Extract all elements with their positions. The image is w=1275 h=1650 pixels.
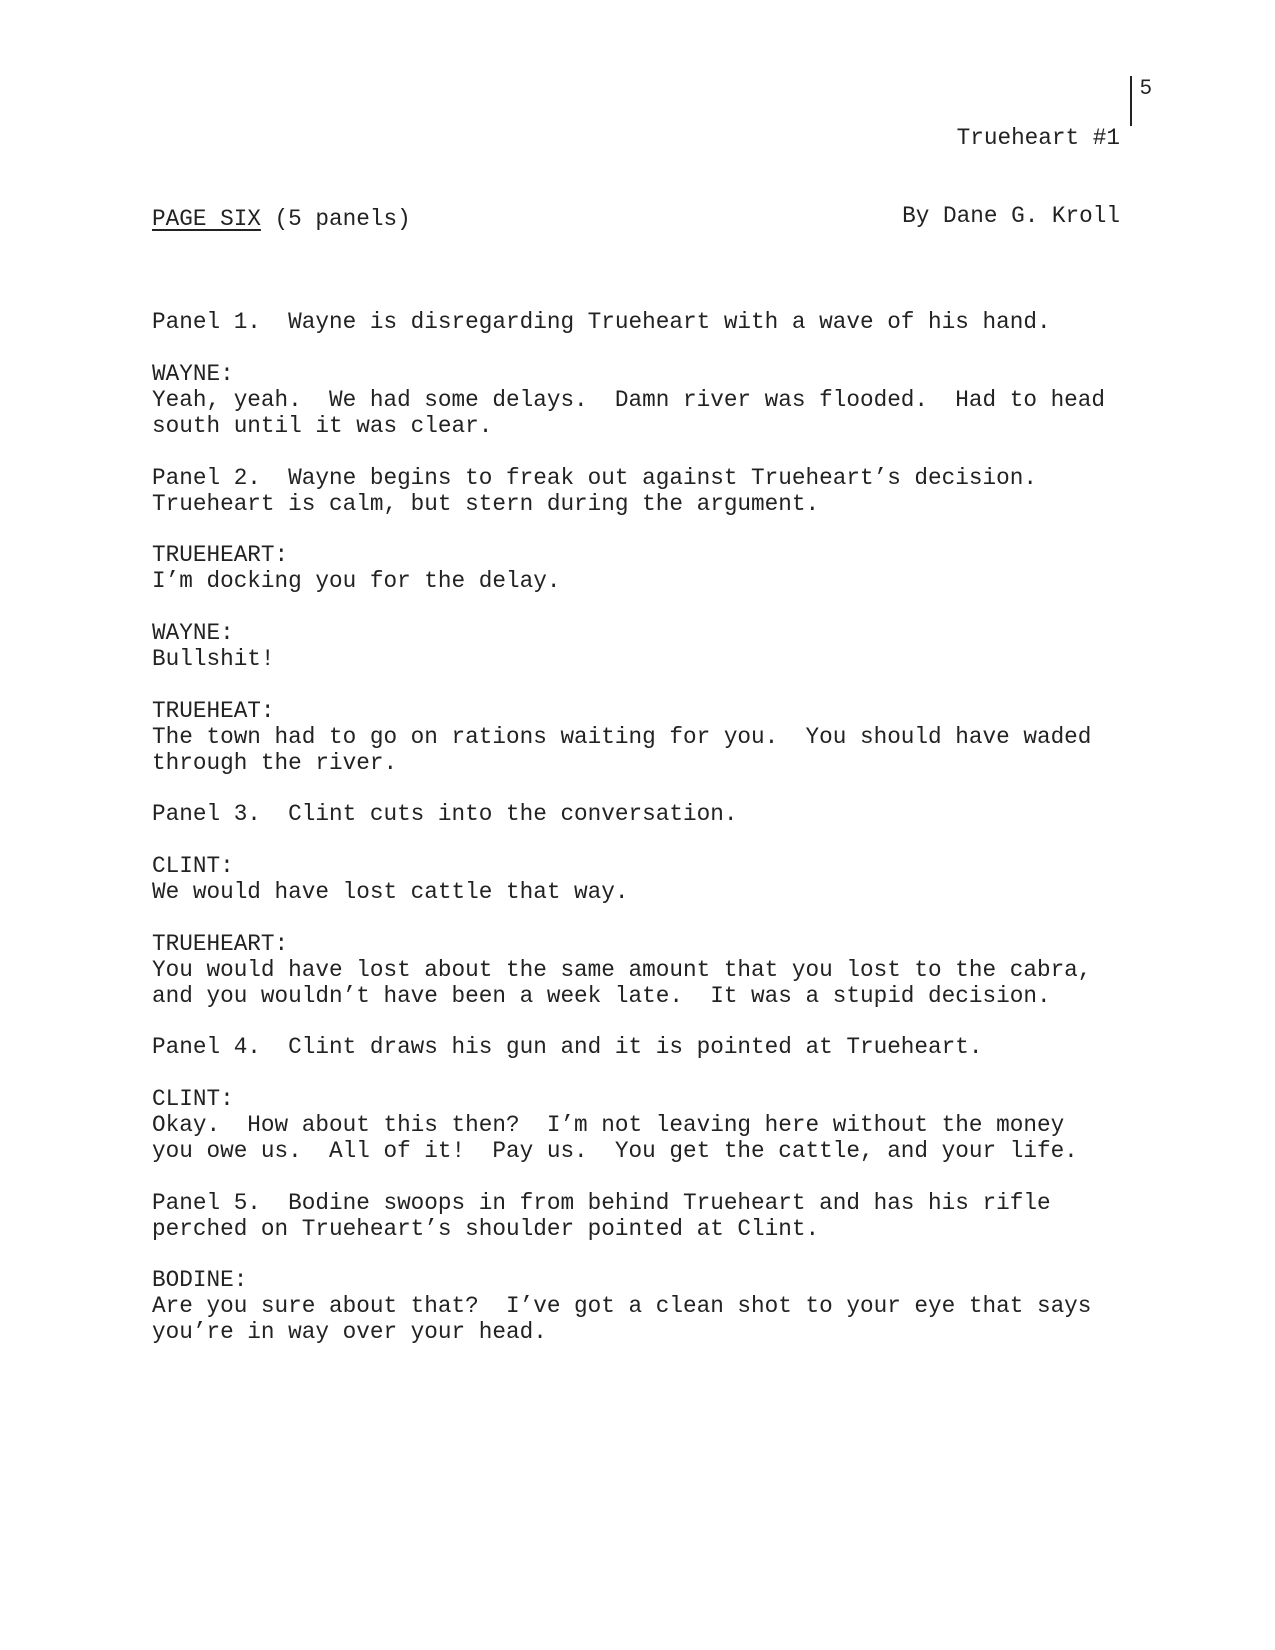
blank-line <box>152 1061 1105 1087</box>
script-line: We would have lost cattle that way. <box>152 879 629 905</box>
script-line: Panel 2. Wayne begins to freak out against Trueheart’s decision. <box>152 464 1037 491</box>
page-label: PAGE SIX <box>152 205 261 232</box>
panel-description <box>152 310 1105 336</box>
page-heading <box>152 207 1105 233</box>
character-name: CLINT: <box>152 853 234 880</box>
header-title: Trueheart #1 <box>956 125 1120 151</box>
blank-line <box>152 595 1105 621</box>
script-line: south until it was clear. <box>152 412 493 439</box>
blank-line <box>152 336 1105 362</box>
character-name: WAYNE: <box>152 361 234 388</box>
blank-line <box>152 518 1105 544</box>
panel-description <box>152 802 1105 828</box>
blank-line <box>152 1009 1105 1035</box>
script-body <box>152 155 1105 1372</box>
dialogue-block <box>152 543 1105 595</box>
character-name: TRUEHEAT: <box>152 697 275 724</box>
script-line: you’re in way over your head. <box>152 1319 547 1346</box>
script-line: Okay. How about this then? I’m not leaving here without the money <box>152 1112 1065 1139</box>
dialogue-block <box>152 1268 1105 1346</box>
character-name: WAYNE: <box>152 620 234 647</box>
dialogue-block <box>152 621 1105 673</box>
script-line: I’m docking you for the delay. <box>152 568 561 595</box>
script-line: Panel 5. Bodine swoops in from behind Trueheart and has his rifle <box>152 1189 1051 1216</box>
blank-line <box>152 673 1105 699</box>
blank-line <box>152 828 1105 854</box>
script-line: Yeah, yeah. We had some delays. Damn river was flooded. Had to head <box>152 387 1106 414</box>
script-line: through the river. <box>152 749 398 776</box>
blank-line <box>152 1242 1105 1268</box>
blank-line <box>152 776 1105 802</box>
dialogue-block <box>152 362 1105 440</box>
page-number: 5 <box>1140 76 1152 99</box>
dialogue-block <box>152 699 1105 777</box>
script-line: Trueheart is calm, but stern during the argument. <box>152 490 820 517</box>
header-divider <box>1130 76 1132 126</box>
blank-line <box>152 440 1105 466</box>
blank-line <box>152 285 1105 311</box>
dialogue-block <box>152 932 1105 1010</box>
blank-line <box>152 1165 1105 1191</box>
script-line: Bullshit! <box>152 645 275 672</box>
script-line: and you wouldn’t have been a week late. It was a stupid decision. <box>152 982 1051 1009</box>
panel-description <box>152 466 1105 518</box>
character-name: TRUEHEART: <box>152 930 289 957</box>
character-name: TRUEHEART: <box>152 542 289 569</box>
panel-description <box>152 1191 1105 1243</box>
panel-count: (5 panels) <box>260 205 411 232</box>
script-line: perched on Trueheart’s shoulder pointed at Clint. <box>152 1215 820 1242</box>
dialogue-block <box>152 854 1105 906</box>
panel-description <box>152 1035 1105 1061</box>
script-line: The town had to go on rations waiting for you. You should have waded <box>152 723 1092 750</box>
script-line: You would have lost about the same amount that you lost to the cabra, <box>152 956 1092 983</box>
script-line: Are you sure about that? I’ve got a clean shot to your eye that says <box>152 1293 1092 1320</box>
script-line: Panel 4. Clint draws his gun and it is pointed at Trueheart. <box>152 1034 983 1061</box>
blank-line <box>152 906 1105 932</box>
header-author: By Dane G. Kroll <box>902 203 1120 229</box>
character-name: CLINT: <box>152 1086 234 1113</box>
script-line: Panel 1. Wayne is disregarding Trueheart with a wave of his hand. <box>152 309 1051 336</box>
character-name: BODINE: <box>152 1267 248 1294</box>
script-line: you owe us. All of it! Pay us. You get the cattle, and your life. <box>152 1137 1078 1164</box>
script-line: Panel 3. Clint cuts into the conversation. <box>152 801 738 828</box>
dialogue-block <box>152 1087 1105 1165</box>
